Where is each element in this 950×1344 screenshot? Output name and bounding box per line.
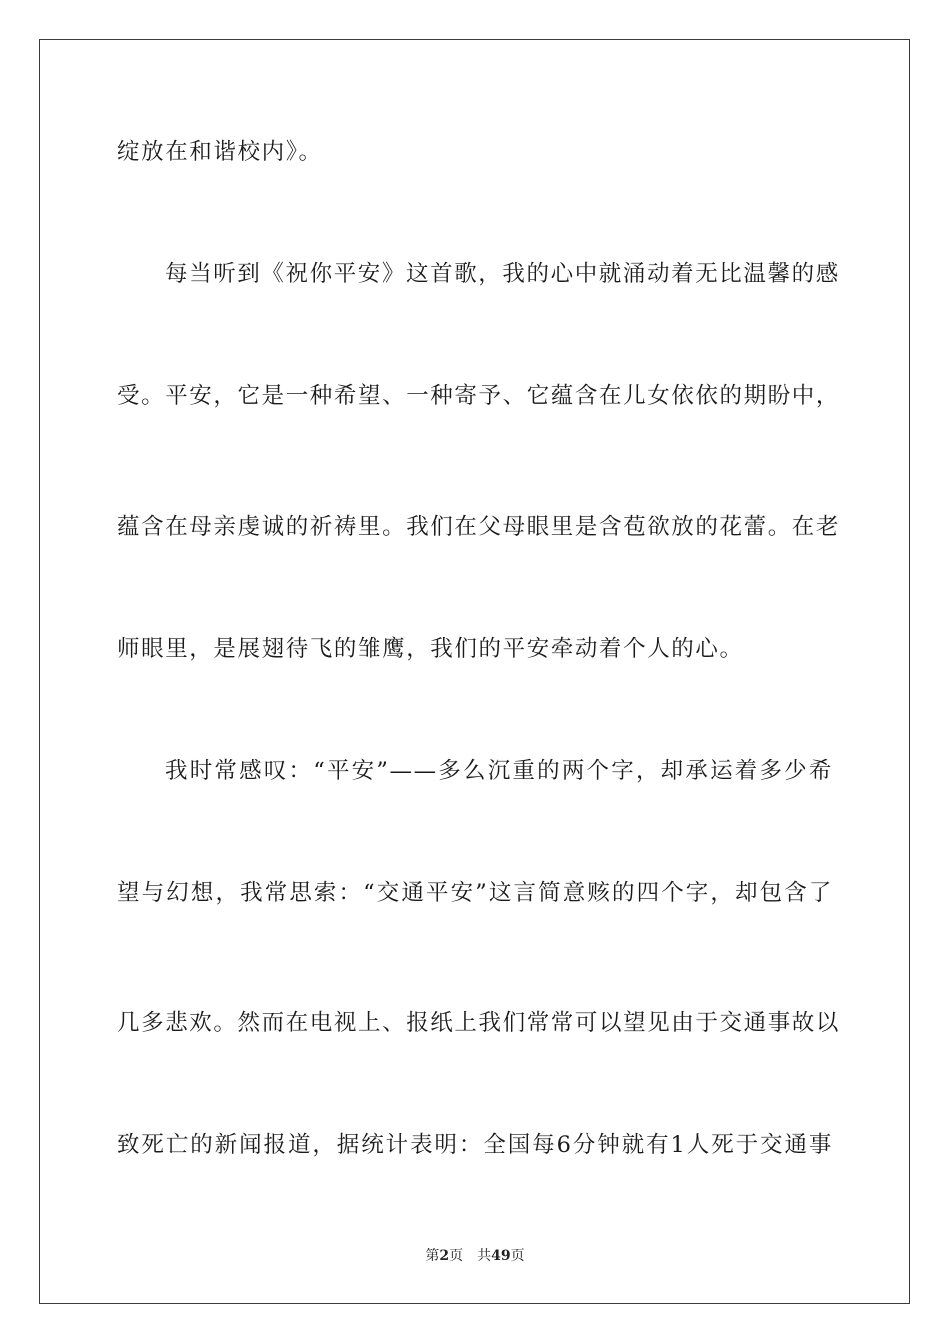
text-line-4: 蕴含在母亲虔诚的祈祷里。我们在父母眼里是含苞欲放的花蕾。在老 — [117, 514, 841, 540]
footer-total-suffix: 页 — [510, 1248, 525, 1264]
text-line-8: 几多悲欢。然而在电视上、报纸上我们常常可以望见由于交通事故以 — [117, 1010, 841, 1036]
text-line-3: 受。平安，它是一种希望、一种寄予、它蕴含在儿女依依的期盼中， — [117, 383, 841, 409]
footer-page-prefix: 第 — [425, 1248, 440, 1264]
page-footer — [0, 1246, 950, 1266]
page-border — [39, 39, 910, 1304]
text-line-7: 望与幻想，我常思索：“交通平安”这言简意赅的四个字，却包含了 — [117, 880, 833, 906]
text-line-1: 绽放在和谐校内》。 — [117, 139, 323, 165]
text-line-2: 每当听到《祝你平安》这首歌，我的心中就涌动着无比温馨的感 — [165, 261, 840, 287]
footer-page-number: 2 — [439, 1248, 450, 1264]
footer-page-suffix: 页 — [449, 1248, 464, 1264]
text-line-6: 我时常感叹：“平安”——多么沉重的两个字，却承运着多少希 — [165, 758, 833, 784]
text-line-9: 致死亡的新闻报道，据统计表明：全国每6分钟就有1人死于交通事 — [117, 1132, 833, 1158]
text-line-5: 师眼里，是展翅待飞的雏鹰，我们的平安牵动着个人的心。 — [117, 636, 744, 662]
footer-total-prefix: 共 — [477, 1248, 492, 1264]
footer-total-pages: 49 — [491, 1248, 511, 1264]
